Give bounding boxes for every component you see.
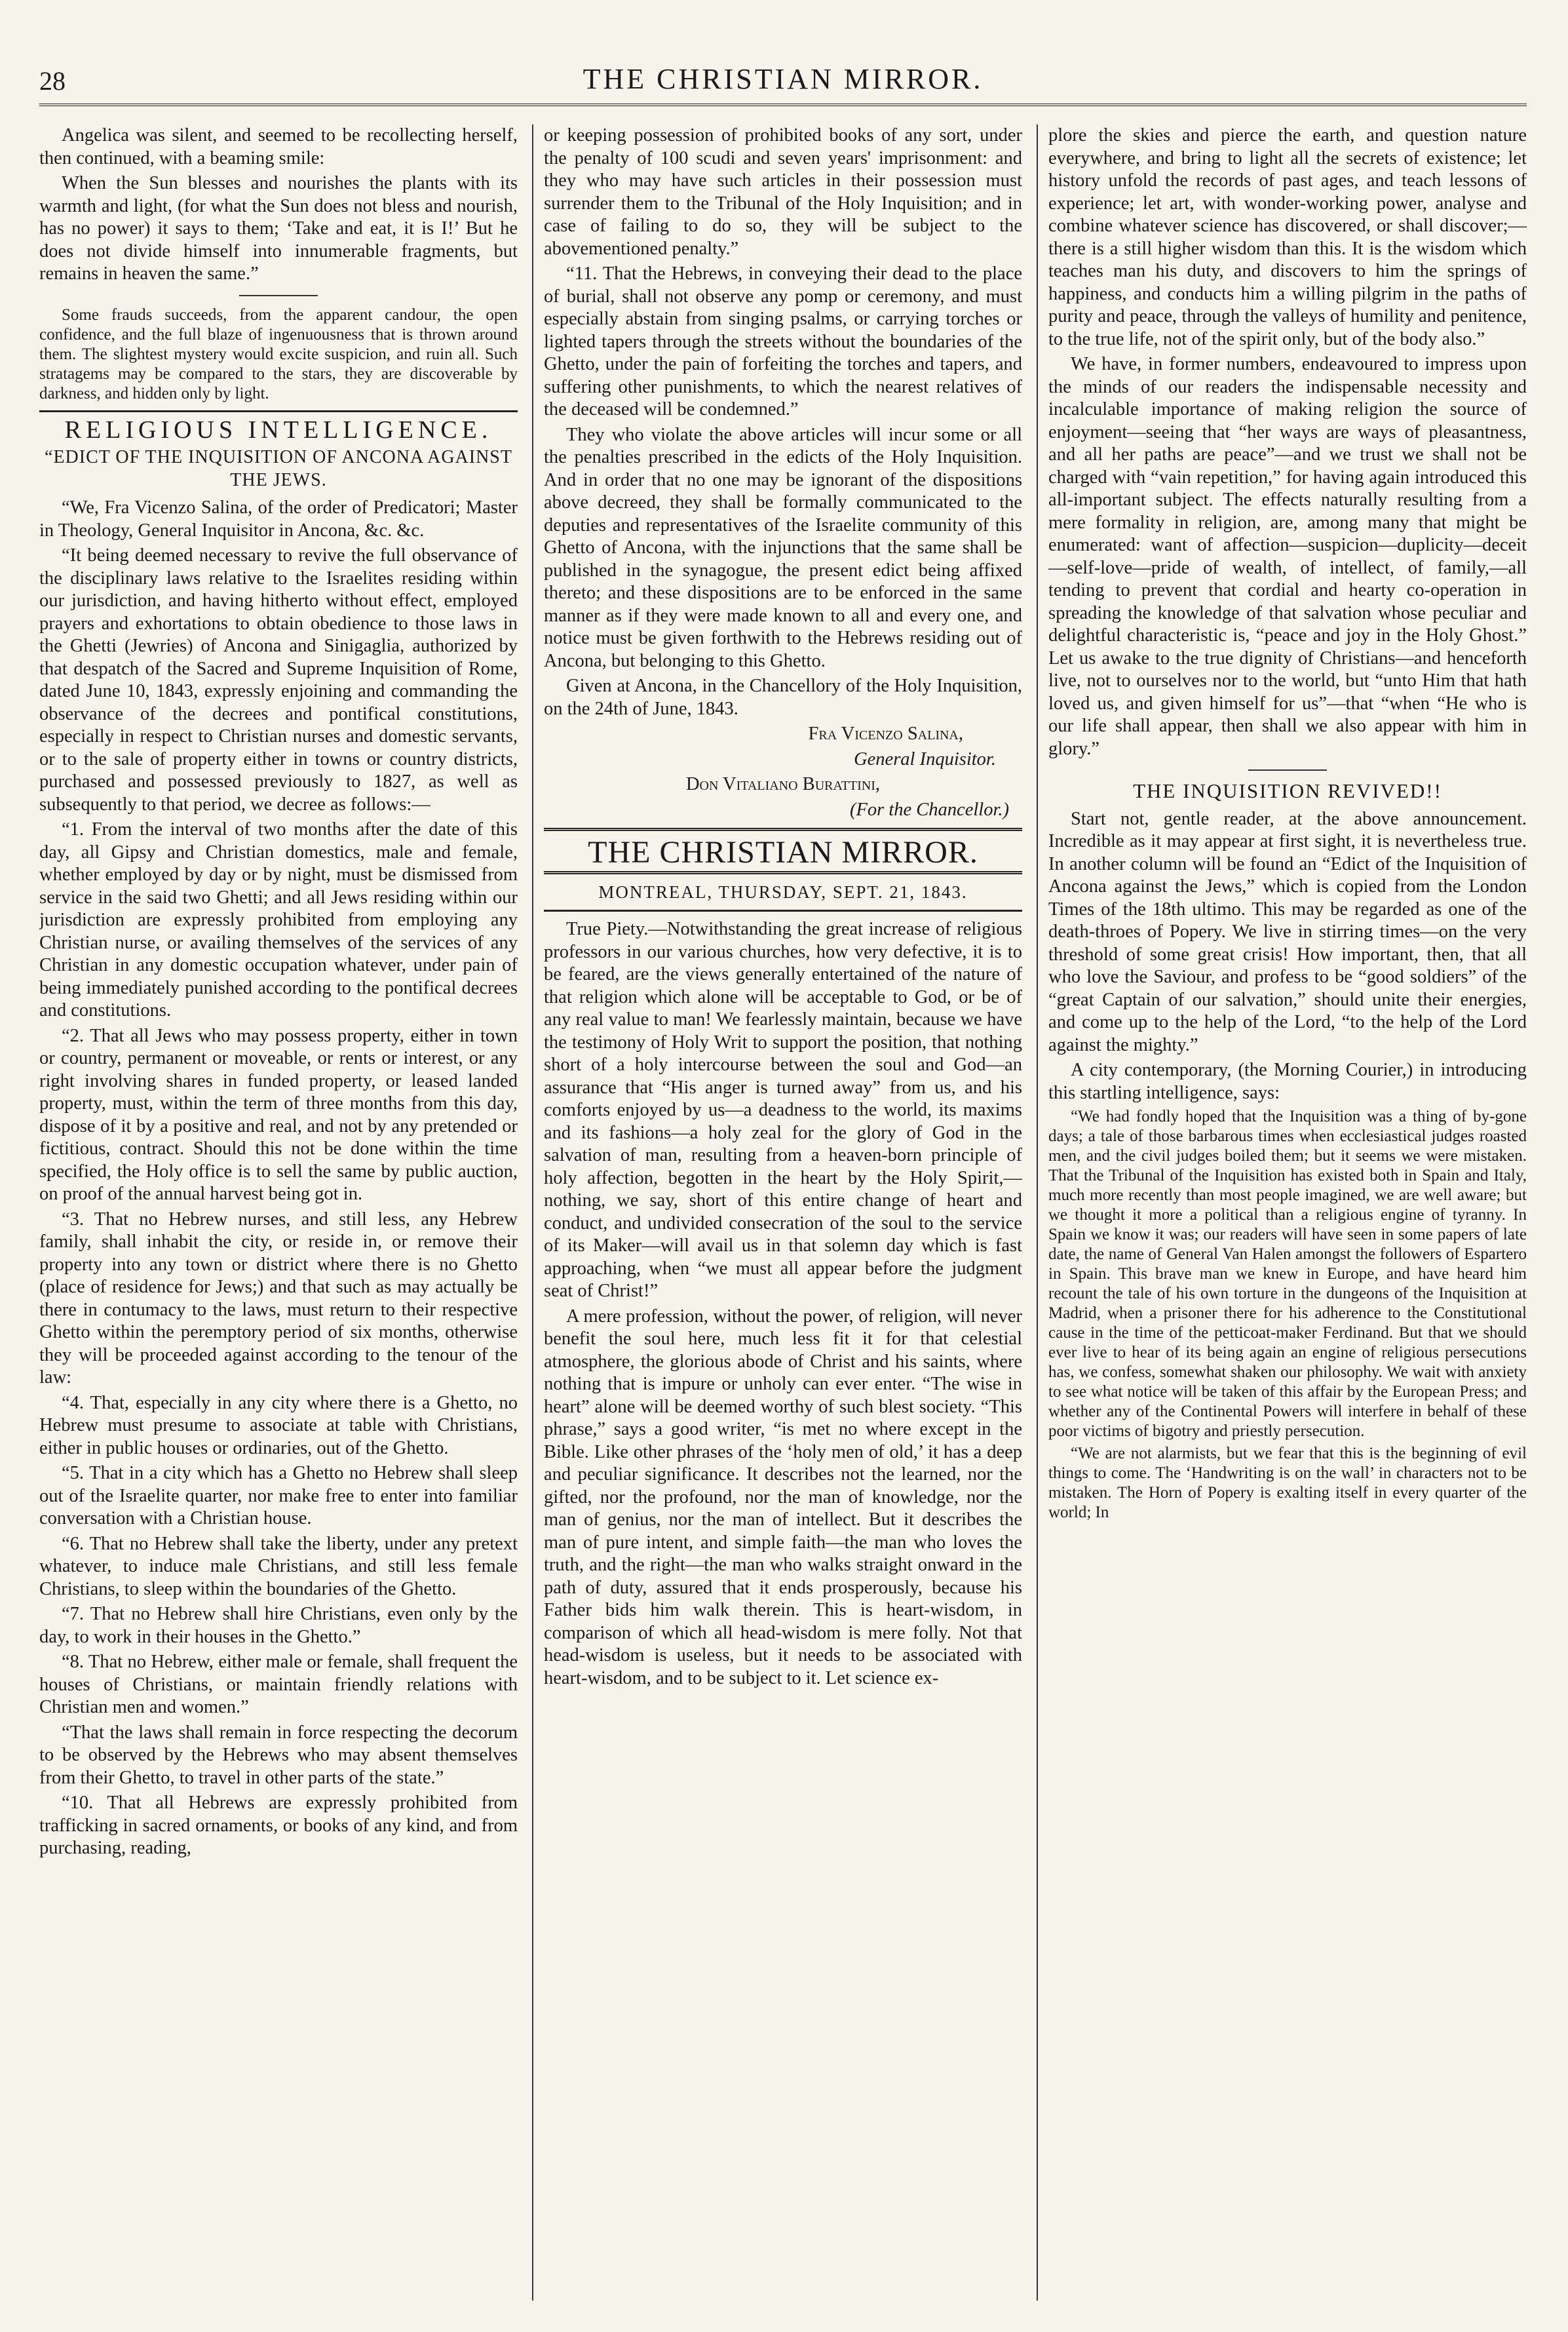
signature: Fra Vicenzo Salina, <box>808 724 963 744</box>
column-divider <box>532 125 533 2301</box>
paragraph: They who violate the above articles will incur some or all the penalties prescribed in the edicts of the Holy Inquisition. And in order that no one may be ignorant of the dispositions above decreed, they shall be formally communicated to the deputies and representatives of the Israelite community of this Ghetto of Ancona, with the injunctions that the same shall be published in the synagogue, the present edict being affixed thereto; and these dispositions are to be enforced in the same manner as if they were made known to all and every one, and notice must be given forthwith to the Hebrews residing out of Ancona, but belonging to this Ghetto. <box>544 424 1022 671</box>
divider <box>544 828 1022 831</box>
paragraph: A city contemporary, (the Morning Courier,) in introducing this startling intelligence, says: <box>1048 1060 1527 1103</box>
paragraph: A mere profession, without the power, of religion, will never benefit the soul here, much less fit it for that celestial atmosphere, the glorious abode of Christ and his saints, where nothing that is impure or unholy can ever enter. “The wise in heart” alone will be deemed worthy of such blest society. “This phrase,” says a good writer, “is met no where except in the Bible. Like other phrases of the ‘holy men of old,’ it has a deep and peculiar significance. It describes not the learned, nor the gifted, nor the profound, nor the man of knowledge, nor the man of genius, nor the man of intellect. But it describes the man of pure intent, and simple faith—the man who loves the truth, and the right—the man who walks straight onward in the path of duty, assured that it ends prosperously, because his Father bids him walk therein. This is heart-wisdom, in comparison of which all head-wisdom is mere folly. Not that head-wisdom is useless, but it needs to be associated with heart-wisdom, and to be subject to it. Let science ex- <box>544 1306 1022 1688</box>
section-heading: RELIGIOUS INTELLIGENCE. <box>64 416 493 444</box>
paragraph: We have, in former numbers, endeavoured to impress upon the minds of our readers the indispensable necessity and incalculable importance of making religion the source of enjoyment—seeing that “her ways are ways of pleasantness, and all her paths are peace”—and we trust we shall not be charged with “vain repetition,” for having again introduced this all-important subject. The effects naturally resulting from a mere formality in religion, are, among many that might be enumerated: want of affection—suspicion—duplicity—deceit—self-love—pride of wealth, of intellect, of family,—all tending to prevent that cordial and hearty co-operation in spreading the knowledge of that salvation whose peculiar and delightful characteristic is, “peace and joy in the Holy Ghost.” Let us awake to the true dignity of Christians—and henceforth live, not to ourselves nor to the world, but “unto Him that hath loved us, and given himself for us”—that “when “He who is our life shall appear, then shall we also appear with him in glory.” <box>1048 354 1527 759</box>
paragraph: Start not, gentle reader, at the above announcement. Incredible as it may appear at first sight, it is nevertheless true. In another column will be found an “Edict of the Inquisition of Ancona against the Jews,” which is copied from the London Times of the 18th ultimo. This may be regarded as one of the death-throes of Popery. We live in stirring times—on the very threshold of some great crisis! How important, then, that all who love the Saviour, and profess to be “good soldiers” of the “great Captain of our salvation,” should unite their energies, and come up to the help of the Lord, “to the help of the Lord against the mighty.” <box>1048 808 1527 1055</box>
masthead: THE CHRISTIAN MIRROR. <box>588 835 978 870</box>
newspaper-page <box>39 26 1527 2314</box>
running-title: THE CHRISTIAN MIRROR. <box>583 63 984 95</box>
paragraph: “That the laws shall remain in force respecting the decorum to be observed by the Hebrews who may absent themselves from their Ghetto, to travel in other parts of the state.” <box>39 1722 518 1788</box>
paragraph: “1. From the interval of two months after the date of this day, all Gipsy and Christian domestics, male and female, whether employed by day or by night, must be dismissed from service in the said two Ghetti; and all Jews residing within our jurisdiction are expressly prohibited from employing any Christian nurse, or availing themselves of the services of any Christian in any domestic occupation whatever, under pain of being immediately punished according to the pontifical decrees and constitutions. <box>39 819 518 1020</box>
signature-title: General Inquisitor. <box>854 748 996 769</box>
divider <box>239 295 318 296</box>
paragraph: “8. That no Hebrew, either male or female, shall frequent the houses of Christians, or maintain friendly relations with Christian men and women.” <box>39 1652 518 1717</box>
paragraph: “It being deemed necessary to revive the full observance of the disciplinary laws relative to the Israelites residing within our jurisdiction, and having hitherto without effect, employed prayers and exhortations to obtain obedience to those laws in the Ghetti (Jewries) of Ancona and Sinigaglia, authorized by that despatch of the Sacred and Supreme Inquisition of Rome, dated June 10, 1843, expressly enjoining and commanding the observance of the decrees and pontifical constitutions, especially in respect to Christian nurses and domestic servants, or to the sale of property either in towns or country districts, purchased and possessed previously to 1827, as well as subsequently to that period, we decree as follows:— <box>39 545 518 815</box>
divider <box>544 871 1022 874</box>
paragraph: plore the skies and pierce the earth, and question nature everywhere, and bring to light all the secrets of existence; let history unfold the records of past ages, and teach lessons of experience; let art, with wonder-working power, analyse and combine whatever science has discovered, or shall discover;—there is a still higher wisdom than this. It is the wisdom which teaches man his duty, and discovers to him the springs of happiness, and conducts him a willing pilgrim in the paths of purity and peace, through the valleys of humility and penitence, to the true life, not of the spirit only, but of the body also.” <box>1048 125 1527 349</box>
quoted-paragraph: “We had fondly hoped that the Inquisition was a thing of by-gone days; a tale of those barbarous times when ecclesiastical judges roasted men, and the civil judges boiled them; but it seems we were mistaken. That the Tribunal of the Inquisition has existed both in Spain and Italy, much more recently than most people imagined, we are well aware; but we thought it more a political than a religious engine of tyranny. In Spain we know it was; our readers will have seen in some papers of late date, the name of General Van Halen amongst the followers of Espartero in Spain. This brave man we knew in Europe, and have heard him recount the tale of his own torture in the dungeons of the Inquisition at Madrid, when a prisoner there for his adherence to the Constitutional cause in the time of the petticoat-maker Ferdinand. But that we should ever live to hear of its being again an engine of religious persecutions has, we confess, somewhat shaken our philosophy. We wait with anxiety to see what notice will be taken of this affair by the European Press; and whether any of the Continental Powers will interfere in behalf of these poor victims of bigotry and priestly persecution. <box>1048 1108 1527 1440</box>
divider <box>544 910 1022 912</box>
paragraph: “10. That all Hebrews are expressly prohibited from trafficking in sacred ornaments, or books of any kind, and from purchasing, reading, <box>39 1793 518 1858</box>
page-number: 28 <box>39 66 66 96</box>
header-rule <box>39 104 1527 106</box>
paragraph: Given at Ancona, in the Chancellory of the Holy Inquisition, on the 24th of June, 1843. <box>544 676 1022 719</box>
aphorism: Some frauds succeeds, from the apparent candour, the open confidence, and the full blaze of ingenuousness that is thrown around them. The slightest mystery would excite suspicion, and ruin all. Such stratagems may be compared to the stars, they are discoverable by darkness, and hidden only by light. <box>39 305 518 402</box>
paragraph: “2. That all Jews who may possess property, either in town or country, permanent or moveable, or rents or interest, or any right involving shares in funded property, or leased landed property, must, within the term of three months from this day, dispose of it by a positive and real, and not by any pretended or fictitious, contract. Should this not be done within the time specified, the Holy office is to sell the same by public auction, on proof of the annual harvest being got in. <box>39 1025 518 1204</box>
article-heading: THE INQUISITION REVIVED!! <box>1133 779 1442 802</box>
paragraph: or keeping possession of prohibited books of any sort, under the penalty of 100 scudi and seven years' imprisonment: and they who may have such articles in their possession must surrender them to the Tribunal of the Holy Inquisition; and in case of failing to do so, they will be subject to the abovementioned penalty.” <box>544 125 1022 259</box>
paragraph: “6. That no Hebrew shall take the liberty, under any pretext whatever, to induce male Christians, and still less female Christians, to sleep within the boundaries of the Ghetto. <box>39 1533 518 1599</box>
page-header <box>39 26 1527 111</box>
paragraph: “5. That in a city which has a Ghetto no Hebrew shall sleep out of the Israelite quarter, nor make free to enter into familiar conversation with a Christian house. <box>39 1463 518 1528</box>
paragraph: “We, Fra Vicenzo Salina, of the order of Predicatori; Master in Theology, General Inquisitor in Ancona, &c. &c. <box>39 497 518 541</box>
paragraph: True Piety.—Notwithstanding the great increase of religious professors in our various churches, how very defective, it is to be feared, are the views generally entertained of the nature of that religion which alone will be acceptable to God, or be of any real value to man! We fearlessly maintain, because we have the testimony of Holy Writ to support the position, that nothing short of a holy intercourse between the soul and God—an assurance that “His anger is turned away” from us, and his comforts enjoyed by us—a deadness to the world, its maxims and its fashions—a holy zeal for the glory of God in the salvation of man, resulting from a heaven-born principle of holy affection, begotten in the heart by the Holy Spirit,—nothing, we say, short of this entire change of heart and conduct, and undivided consecration of the soul to the service of its Maker—will avail us in that solemn day which is fast approaching, when “we must all appear before the judgment seat of Christ!” <box>544 919 1022 1301</box>
paragraph: “3. That no Hebrew nurses, and still less, any Hebrew family, shall inhabit the city, or reside in, or remove their property into any town or district where there is no Ghetto (place of residence for Jews;) and that such as may actually be there in contumacy to the laws, must return to their respective Ghetto within the peremptory period of six months, otherwise they will be proceeded against according to the tenour of the law: <box>39 1209 518 1388</box>
paragraph: When the Sun blesses and nourishes the plants with its warmth and light, (for what the Sun does not bless and nourish, has no power) it says to them; ‘Take and eat, it is I!’ But he does not divide himself into innumerable fragments, but remains in heaven the same.” <box>39 173 518 284</box>
edict-title: “EDICT OF THE INQUISITION OF ANCONA AGAINST THE JEWS. <box>45 447 512 490</box>
paragraph: “7. That no Hebrew shall hire Christians, even only by the day, to work in their houses in the Ghetto.” <box>39 1604 518 1647</box>
paragraph: “4. That, especially in any city where there is a Ghetto, no Hebrew must presume to associate at table with Christians, either in public houses or ordinaries, out of the Ghetto. <box>39 1392 518 1458</box>
paragraph: “11. That the Hebrews, in conveying their dead to the place of burial, shall not observe any pomp or ceremony, and must especially abstain from singing psalms, or carrying torches or lighted tapers through the streets without the boundaries of the Ghetto, under the pain of forfeiting the torches and tapers, and suffering other punishments, to which the nearest relatives of the deceased will be condemned.” <box>544 263 1022 419</box>
divider <box>39 410 518 412</box>
divider <box>1248 769 1327 771</box>
dateline: MONTREAL, THURSDAY, SEPT. 21, 1843. <box>598 882 968 902</box>
column-1 <box>39 125 518 2307</box>
column-2 <box>544 125 1022 2307</box>
column-divider <box>1037 125 1038 2301</box>
quoted-paragraph: “We are not alarmists, but we fear that this is the beginning of evil things to come. The ‘Handwriting is on the wall’ in characters not to be mistaken. The Horn of Popery is exalting itself in every quarter of the world; In <box>1048 1445 1527 1521</box>
paragraph: Angelica was silent, and seemed to be recollecting herself, then continued, with a beaming smile: <box>39 125 518 168</box>
signature: Don Vitaliano Burattini, <box>685 774 881 794</box>
column-3 <box>1048 125 1527 2307</box>
signature-title: (For the Chancellor.) <box>849 799 1009 820</box>
